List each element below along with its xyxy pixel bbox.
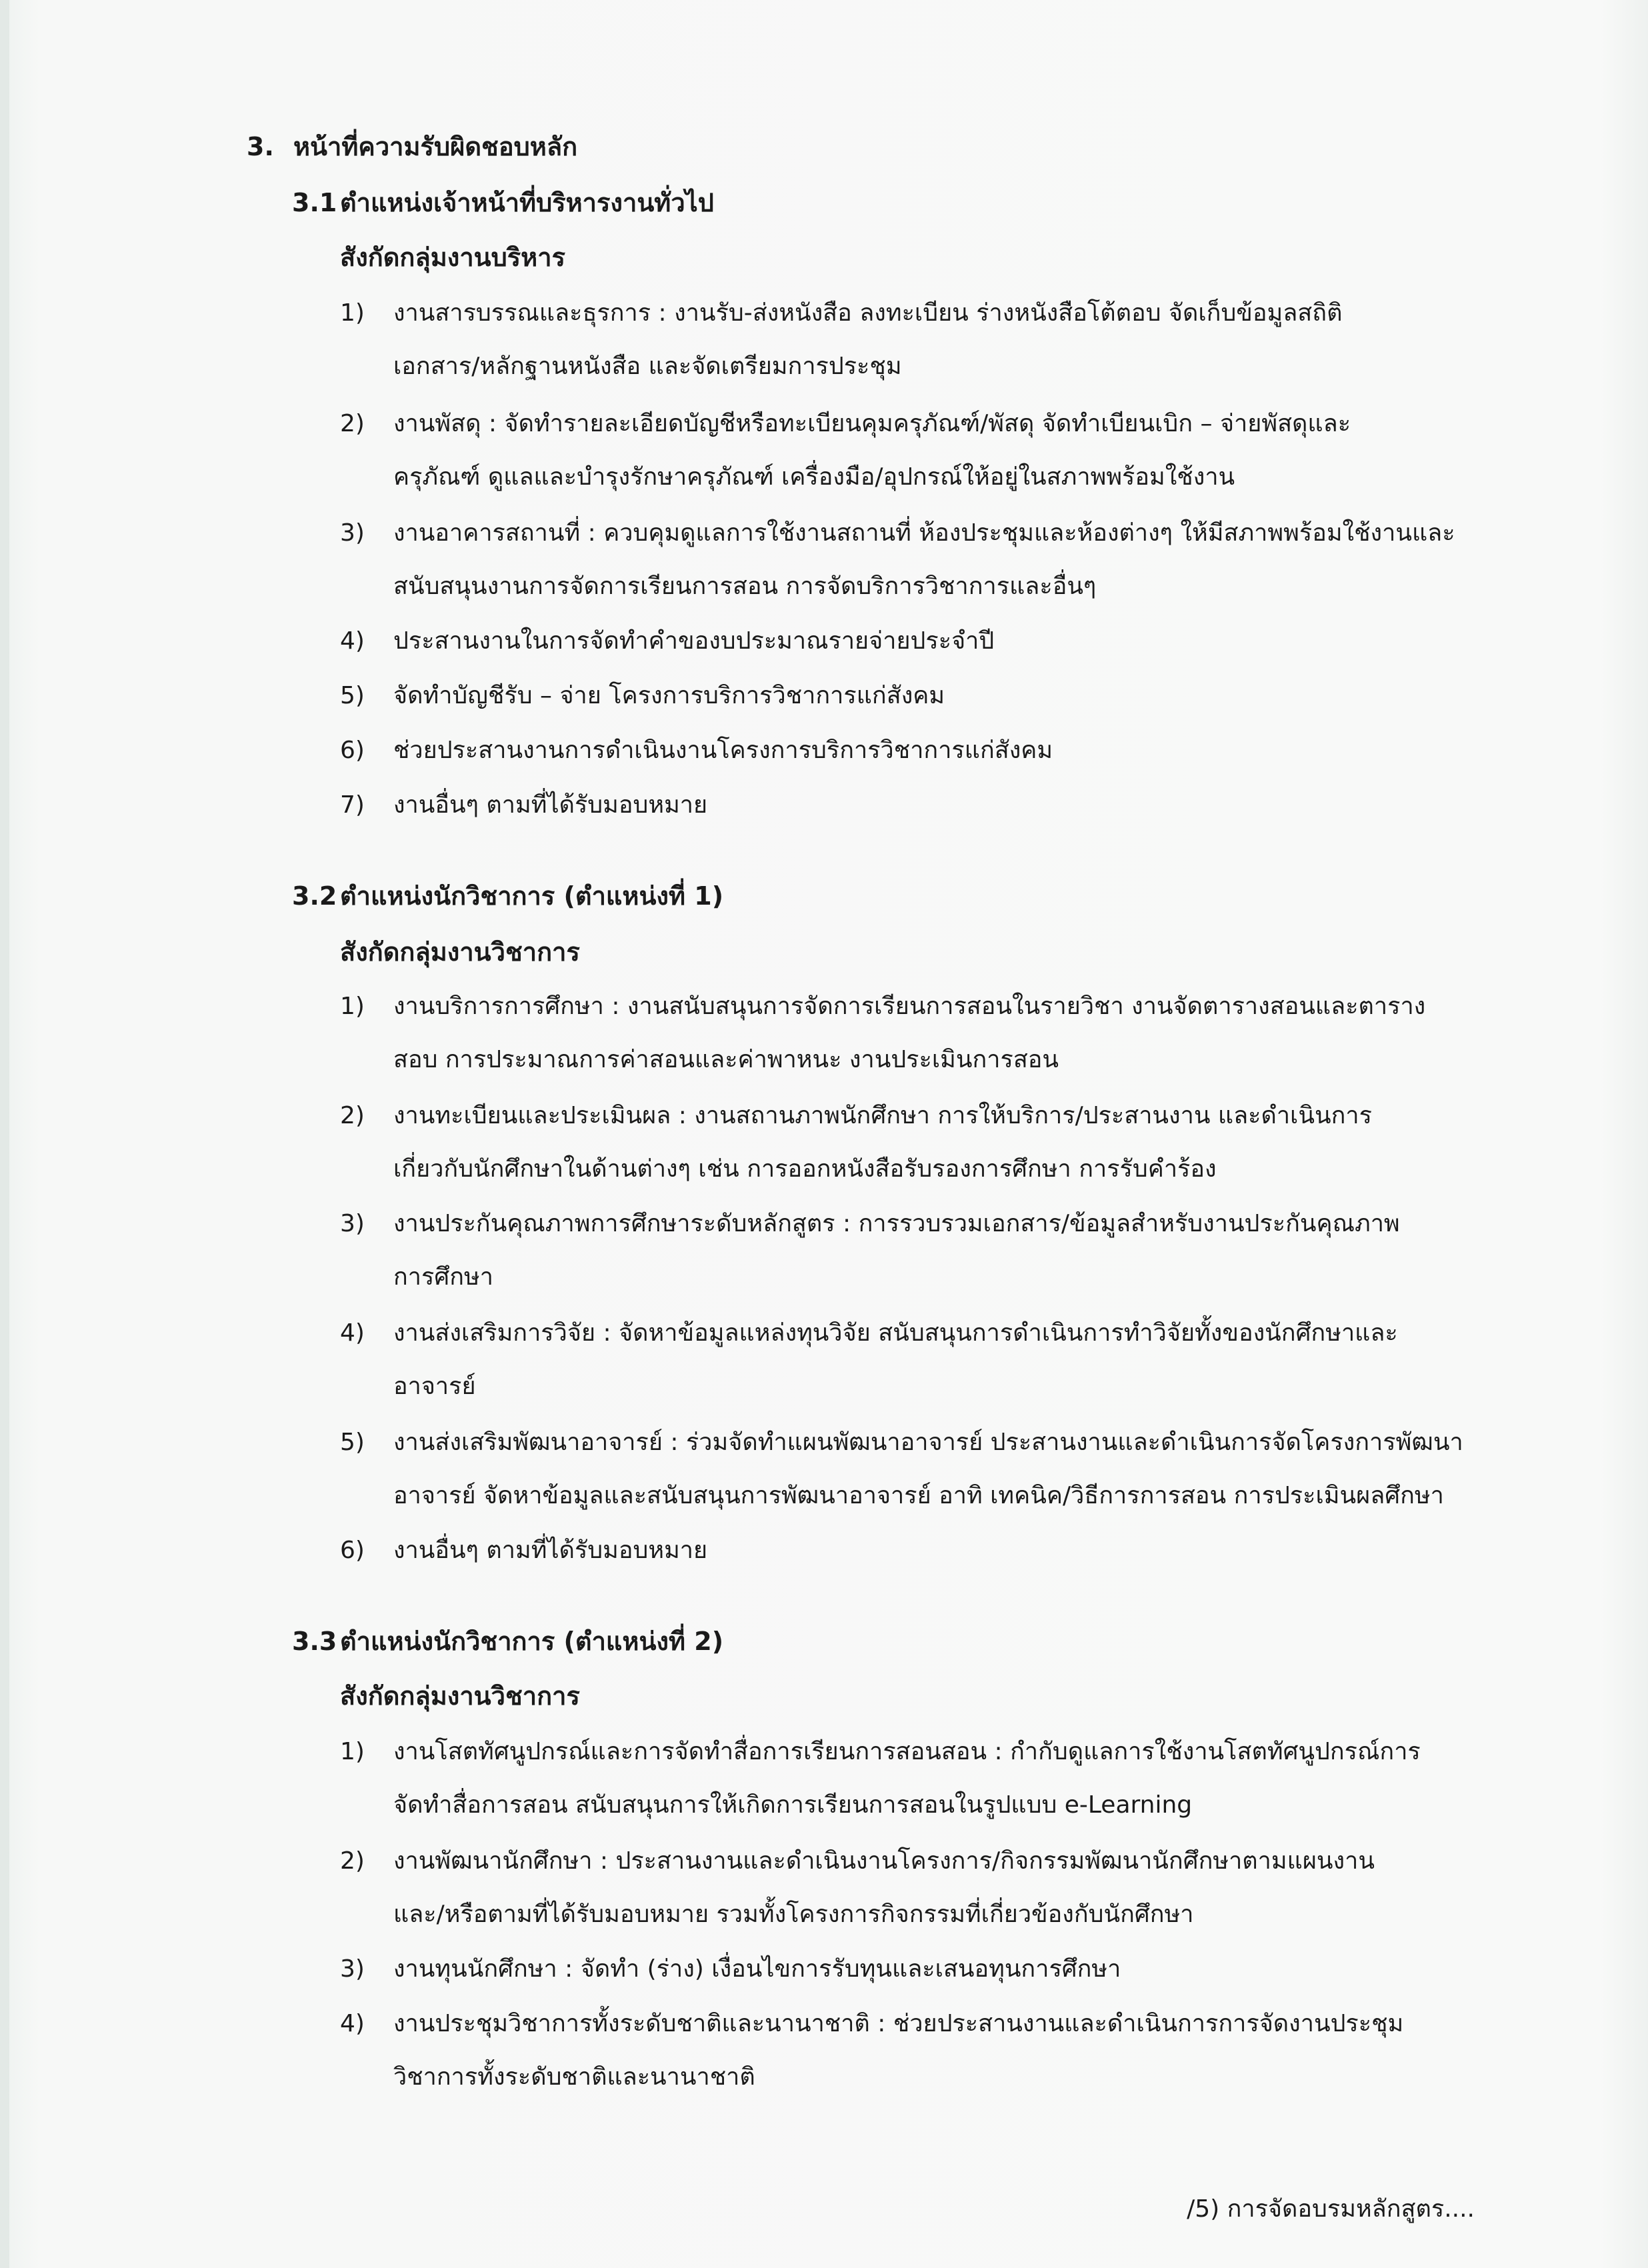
item-text: สอบ การประมาณการค่าสอนและค่าพาหนะ งานประเมินการสอน <box>393 1046 1059 1073</box>
duty-item <box>340 1416 1513 1523</box>
group-heading: สังกัดกลุ่มงานวิชาการ <box>340 937 580 967</box>
group-heading: สังกัดกลุ่มงานบริหาร <box>340 243 565 272</box>
item-number: 1) <box>340 993 365 1020</box>
duty-item <box>340 1197 1513 1304</box>
item-text: วิชาการทั้งระดับชาติและนานาชาติ <box>393 2063 755 2091</box>
item-number: 1) <box>340 1738 365 1765</box>
item-number: 5) <box>340 1429 365 1456</box>
item-text: งานประชุมวิชาการทั้งระดับชาติและนานาชาติ : ช่วยประสานงานและดำเนินการการจัดงานประชุม <box>393 2010 1404 2037</box>
item-text: งานอาคารสถานที่ : ควบคุมดูแลการใช้งานสถานที่ ห้องประชุมและห้องต่างๆ ให้มีสภาพพร้อมใช้งานและ <box>393 519 1455 547</box>
item-number: 2) <box>340 410 365 437</box>
duty-item <box>340 1725 1513 1832</box>
item-text: งานประกันคุณภาพการศึกษาระดับหลักสูตร : การรวบรวมเอกสาร/ข้อมูลสำหรับงานประกันคุณภาพ <box>393 1210 1400 1237</box>
duty-item <box>340 1943 1513 1996</box>
item-text: เกี่ยวกับนักศึกษาในด้านต่างๆ เช่น การออกหนังสือรับรองการศึกษา การรับคำร้อง <box>393 1155 1217 1183</box>
item-text: ประสานงานในการจัดทำคำของบประมาณรายจ่ายประจำปี <box>393 627 995 655</box>
group-heading: สังกัดกลุ่มงานวิชาการ <box>340 1681 580 1711</box>
item-number: 2) <box>340 1847 365 1875</box>
item-text: อาจารย์ จัดหาข้อมูลและสนับสนุนการพัฒนาอาจารย์ อาทิ เทคนิค/วิธีการการสอน การประเมินผลศึกษา <box>393 1482 1444 1509</box>
duty-item <box>340 507 1513 613</box>
duty-item <box>340 724 1513 777</box>
item-number: 6) <box>340 737 365 764</box>
item-text: งานทะเบียนและประเมินผล : งานสถานภาพนักศึกษา การให้บริการ/ประสานงาน และดำเนินการ <box>393 1102 1372 1129</box>
item-text: สนับสนุนงานการจัดการเรียนการสอน การจัดบริการวิชาการและอื่นๆ <box>393 573 1097 600</box>
item-text: งานอื่นๆ ตามที่ได้รับมอบหมาย <box>393 1537 708 1564</box>
position-heading-3-2 <box>292 877 723 915</box>
duty-item <box>340 669 1513 723</box>
position-number: 3.2 <box>292 881 337 911</box>
item-text: งานส่งเสริมพัฒนาอาจารย์ : ร่วมจัดทำแผนพัฒนาอาจารย์ ประสานงานและดำเนินการจัดโครงการพัฒนา <box>393 1429 1463 1456</box>
duty-item <box>340 287 1513 393</box>
duty-item <box>340 1835 1513 1941</box>
item-text: จัดทำบัญชีรับ – จ่าย โครงการบริการวิชาการแก่สังคม <box>393 682 945 709</box>
item-text: งานบริการการศึกษา : งานสนับสนุนการจัดการเรียนการสอนในรายวิชา งานจัดตารางสอนและตาราง <box>393 993 1426 1020</box>
duty-item <box>340 615 1513 668</box>
item-number: 6) <box>340 1537 365 1564</box>
item-number: 2) <box>340 1102 365 1129</box>
duty-item <box>340 1997 1513 2104</box>
position-title: ตำแหน่งเจ้าหน้าที่บริหารงานทั่วไป <box>340 188 714 217</box>
item-text: งานพัสดุ : จัดทำรายละเอียดบัญชีหรือทะเบียนคุมครุภัณฑ์/พัสดุ จัดทำเบียนเบิก – จ่ายพัสดุและ <box>393 410 1351 437</box>
item-text: และ/หรือตามที่ได้รับมอบหมาย รวมทั้งโครงการกิจกรรมที่เกี่ยวข้องกับนักศึกษา <box>393 1901 1194 1928</box>
item-text: การศึกษา <box>393 1263 493 1291</box>
section-title: หน้าที่ความรับผิดชอบหลัก <box>293 132 578 161</box>
item-text: จัดทำสื่อการสอน สนับสนุนการให้เกิดการเรียนการสอนในรูปแบบ e-Learning <box>393 1791 1193 1819</box>
duty-item <box>340 980 1513 1087</box>
position-number: 3.1 <box>292 188 337 217</box>
item-text: งานส่งเสริมการวิจัย : จัดหาข้อมูลแหล่งทุนวิจัย สนับสนุนการดำเนินการทำวิจัยทั้งของนักศึกษาและ <box>393 1319 1398 1347</box>
item-text: ครุภัณฑ์ ดูแลและบำรุงรักษาครุภัณฑ์ เครื่องมือ/อุปกรณ์ให้อยู่ในสภาพพร้อมใช้งาน <box>393 463 1235 491</box>
item-text: งานโสตทัศนูปกรณ์และการจัดทำสื่อการเรียนการสอนสอน : กำกับดูแลการใช้งานโสตทัศนูปกรณ์การ <box>393 1738 1421 1765</box>
item-number: 4) <box>340 1319 365 1347</box>
item-text: อาจารย์ <box>393 1373 476 1400</box>
duty-item <box>340 1089 1513 1196</box>
position-heading-3-3 <box>292 1623 723 1660</box>
item-number: 4) <box>340 627 365 655</box>
position-heading-3-1 <box>292 184 714 221</box>
item-text: งานพัฒนานักศึกษา : ประสานงานและดำเนินงานโครงการ/กิจกรรมพัฒนานักศึกษาตามแผนงาน <box>393 1847 1375 1875</box>
item-text: เอกสาร/หลักฐานหนังสือ และจัดเตรียมการประชุม <box>393 353 902 380</box>
section-number: 3. <box>247 132 274 161</box>
duty-item <box>340 1524 1513 1577</box>
duty-item <box>340 1307 1513 1413</box>
item-number: 3) <box>340 519 365 547</box>
section-heading <box>247 128 577 165</box>
item-number: 4) <box>340 2010 365 2037</box>
item-text: งานสารบรรณและธุรการ : งานรับ-ส่งหนังสือ ลงทะเบียน ร่างหนังสือโต้ตอบ จัดเก็บข้อมูลสถิติ <box>393 299 1343 327</box>
position-title: ตำแหน่งนักวิชาการ (ตำแหน่งที่ 2) <box>340 1627 724 1656</box>
item-number: 1) <box>340 299 365 327</box>
duty-item <box>340 397 1513 504</box>
item-number: 5) <box>340 682 365 709</box>
item-number: 3) <box>340 1210 365 1237</box>
item-text: งานอื่นๆ ตามที่ได้รับมอบหมาย <box>393 791 708 819</box>
item-text: งานทุนนักศึกษา : จัดทำ (ร่าง) เงื่อนไขการรับทุนและเสนอทุนการศึกษา <box>393 1955 1121 1983</box>
item-text: ช่วยประสานงานการดำเนินงานโครงการบริการวิชาการแก่สังคม <box>393 737 1053 764</box>
item-number: 7) <box>340 791 365 819</box>
duty-item <box>340 779 1513 832</box>
continuation-note: /5) การจัดอบรมหลักสูตร.... <box>1187 2195 1475 2223</box>
item-number: 3) <box>340 1955 365 1983</box>
position-title: ตำแหน่งนักวิชาการ (ตำแหน่งที่ 1) <box>340 881 724 911</box>
position-number: 3.3 <box>292 1627 337 1656</box>
